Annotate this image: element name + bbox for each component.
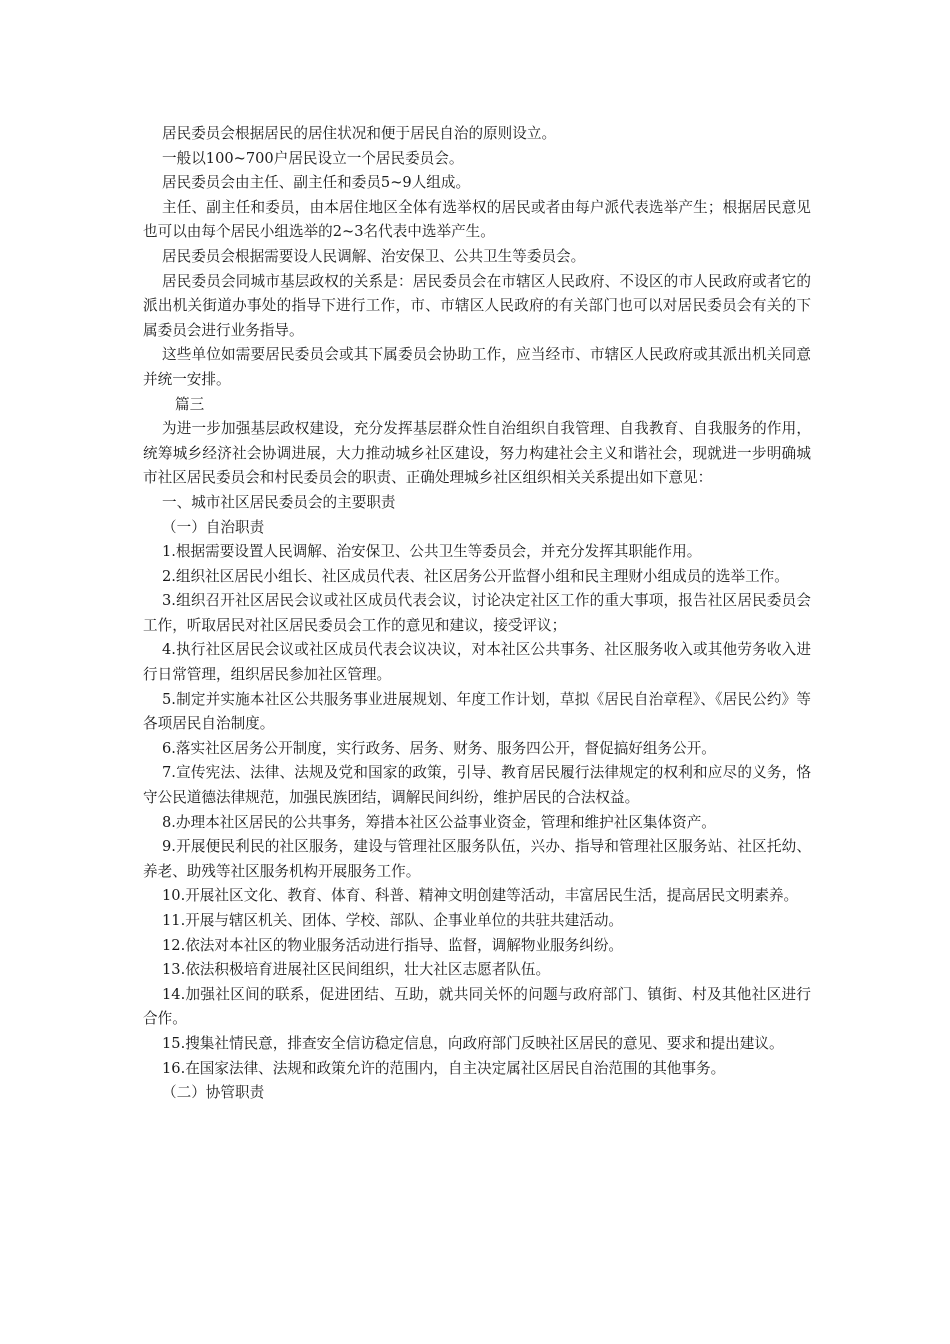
list-item: 16.在国家法律、法规和政策允许的范围内，自主决定属社区居民自治范围的其他事务。 xyxy=(162,1059,726,1077)
paragraph: 居民委员会根据需要设人民调解、治安保卫、公共卫生等委员会。 xyxy=(162,247,586,265)
list-item: 7.宣传宪法、法律、法规及党和国家的政策，引导、教育居民履行法律规定的权利和应尽的义务，恪守公民道德法律规范，加强民族团结，调解民间纠纷，维护居民的合法权益。 xyxy=(143,764,811,807)
document-body xyxy=(143,122,811,1106)
paragraph: 一般以100~700户居民设立一个居民委员会。 xyxy=(162,149,464,167)
paragraph: 这些单位如需要居民委员会或其下属委员会协助工作，应当经市、市辖区人民政府或其派出机关同意并统一安排。 xyxy=(143,346,811,388)
section-heading: 一、城市社区居民委员会的主要职责 xyxy=(162,493,396,511)
list-item: 3.组织召开社区居民会议或社区成员代表会议，讨论决定社区工作的重大事项，报告社区居民委员会工作，听取居民对社区居民委员会工作的意见和建议，接受评议； xyxy=(143,592,811,634)
section-heading: 篇三 xyxy=(175,395,205,413)
list-item: 9.开展便民利民的社区服务，建设与管理社区服务队伍，兴办、指导和管理社区服务站、社区托幼、养老、助残等社区服务机构开展服务工作。 xyxy=(143,838,811,880)
subsection-heading: （二）协管职责 xyxy=(162,1084,265,1102)
paragraph: 居民委员会同城市基层政权的关系是：居民委员会在市辖区人民政府、不设区的市人民政府或者它的派出机关街道办事处的指导下进行工作，市、市辖区人民政府的有关部门也可以对居民委员会有关的下属委员会进行业务指导。 xyxy=(143,272,811,339)
list-item: 1.根据需要设置人民调解、治安保卫、公共卫生等委员会，并充分发挥其职能作用。 xyxy=(162,543,702,561)
list-item: 10.开展社区文化、教育、体育、科普、精神文明创建等活动，丰富居民生活，提高居民文明素养。 xyxy=(162,887,799,905)
list-item: 12.依法对本社区的物业服务活动进行指导、监督，调解物业服务纠纷。 xyxy=(162,936,624,954)
list-item: 6.落实社区居务公开制度，实行政务、居务、财务、服务四公开，督促搞好组务公开。 xyxy=(162,739,716,757)
list-item: 11.开展与辖区机关、团体、学校、部队、企事业单位的共驻共建活动。 xyxy=(162,912,624,929)
list-item: 8.办理本社区居民的公共事务，筹措本社区公益事业资金，管理和维护社区集体资产。 xyxy=(162,813,716,831)
list-item: 13.依法积极培育进展社区民间组织，壮大社区志愿者队伍。 xyxy=(162,961,551,979)
list-item: 2.组织社区居民小组长、社区成员代表、社区居务公开监督小组和民主理财小组成员的选举工作。 xyxy=(162,567,789,585)
subsection-heading: （一）自治职责 xyxy=(162,518,265,536)
list-item: 4.执行社区居民会议或社区成员代表会议决议，对本社区公共事务、社区服务收入或其他劳务收入进行日常管理，组织居民参加社区管理。 xyxy=(143,641,811,684)
paragraph: 居民委员会根据居民的居住状况和便于居民自治的原则设立。 xyxy=(162,125,557,142)
list-item: 5.制定并实施本社区公共服务事业进展规划、年度工作计划，草拟《居民自治章程》、《居民公约》等各项居民自治制度。 xyxy=(143,690,811,733)
paragraph: 居民委员会由主任、副主任和委员5~9人组成。 xyxy=(162,174,471,192)
list-item: 14.加强社区间的联系，促进团结、互助，就共同关怀的问题与政府部门、镇街、村及其他社区进行合作。 xyxy=(143,985,811,1028)
paragraph: 主任、副主任和委员，由本居住地区全体有选举权的居民或者由每户派代表选举产生；根据居民意见也可以由每个居民小组选举的2~3名代表中选举产生。 xyxy=(143,198,811,241)
paragraph: 为进一步加强基层政权建设，充分发挥基层群众性自治组织自我管理、自我教育、自我服务的作用，统筹城乡经济社会协调进展，大力推动城乡社区建设，努力构建社会主义和谐社会，现就进一步明确城市社区居民委员会和村民委员会的职责、正确处理城乡社区组织相关关系提出如下意见： xyxy=(143,420,811,487)
list-item: 15.搜集社情民意，排查安全信访稳定信息，向政府部门反映社区居民的意见、要求和提出建议。 xyxy=(162,1034,784,1052)
